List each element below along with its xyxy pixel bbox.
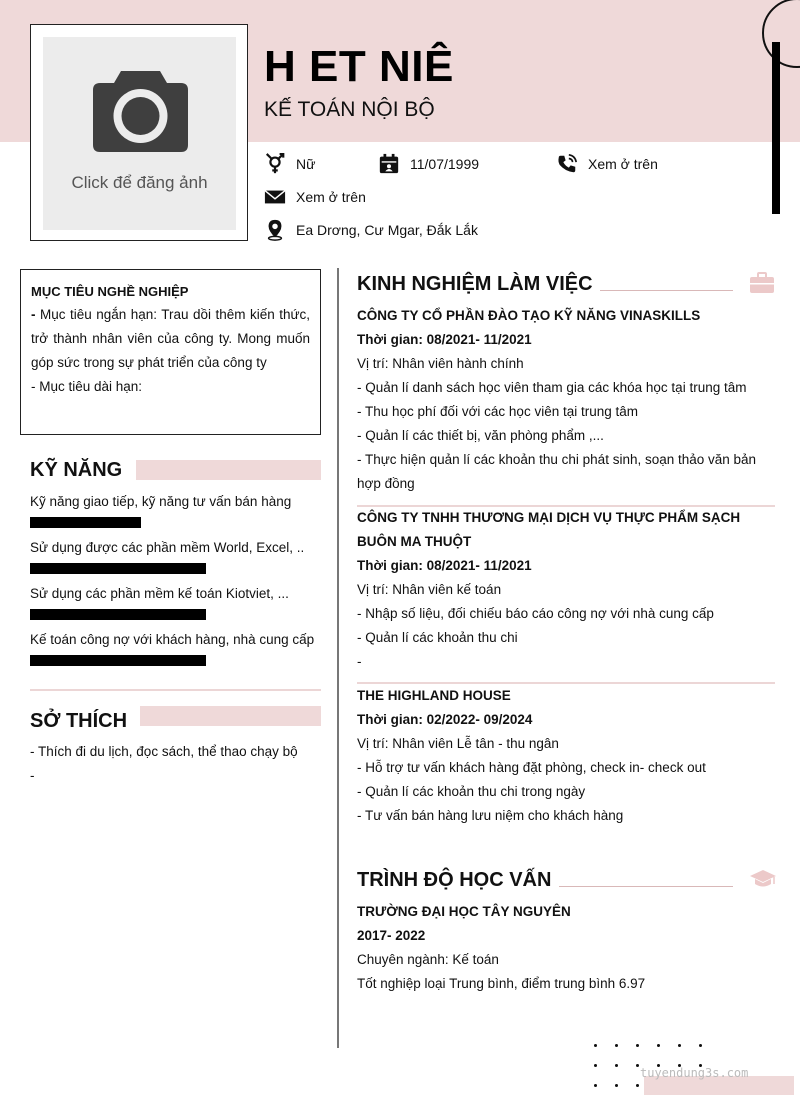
skill-level-bar — [30, 517, 141, 528]
job-line: - Nhập số liệu, đối chiếu báo cáo công nợ với nhà cung cấp — [357, 606, 714, 621]
watermark: tuyendung3s.com — [640, 1066, 749, 1080]
address-value: Ea Drơng, Cư Mgar, Đắk Lắk — [296, 222, 478, 238]
info-phone — [556, 153, 658, 175]
career-goal-box — [20, 269, 321, 435]
career-goal-bullet: - — [31, 307, 36, 322]
skills-divider — [30, 689, 321, 691]
education-entry — [357, 900, 775, 996]
education-title: TRÌNH ĐỘ HỌC VẤN — [357, 869, 552, 891]
job-company: THE HIGHLAND HOUSE — [357, 688, 511, 703]
decor-dot — [636, 1084, 639, 1087]
career-goal-long: - Mục tiêu dài hạn: — [31, 379, 143, 394]
skills-title: KỸ NĂNG — [30, 459, 123, 481]
job-line: Vị trí: Nhân viên hành chính — [357, 356, 524, 371]
experience-title: KINH NGHIỆM LÀM VIỆC — [357, 273, 593, 295]
skill-label: Kỹ năng giao tiếp, kỹ năng tư vấn bán hàng — [30, 494, 292, 509]
graduation-cap-icon — [749, 868, 777, 890]
job-line: - — [357, 654, 362, 669]
gender-icon — [264, 153, 286, 175]
phone-icon — [556, 153, 578, 175]
column-divider — [337, 268, 339, 1048]
info-email — [264, 186, 366, 208]
experience-title-line — [600, 290, 733, 291]
photo-caption: Click để đăng ảnh — [71, 173, 208, 192]
decor-dot — [636, 1044, 639, 1047]
education-major: Chuyên ngành: Kế toán — [357, 952, 499, 967]
photo-upload[interactable] — [30, 24, 248, 241]
job-line: Vị trí: Nhân viên Lễ tân - thu ngân — [357, 736, 559, 751]
info-birthday — [378, 153, 479, 175]
job-entry — [357, 304, 775, 496]
job-line: - Hỗ trợ tư vấn khách hàng đặt phòng, check in- check out — [357, 760, 706, 775]
candidate-name: H ET NIÊ — [264, 42, 454, 91]
decor-dot — [657, 1044, 660, 1047]
decor-dot — [594, 1044, 597, 1047]
decor-dot — [594, 1064, 597, 1067]
job-company: CÔNG TY TNHH THƯƠNG MẠI DỊCH VỤ THỰC PHẨM SẠCH BUÔN MA THUỘT — [357, 510, 741, 549]
skill-label: Sử dụng được các phần mềm World, Excel, .. — [30, 540, 305, 555]
job-line: - Quản lí danh sách học viên tham gia các khóa học tại trung tâm — [357, 380, 747, 395]
email-value: Xem ở trên — [296, 189, 366, 205]
education-school: TRƯỜNG ĐẠI HỌC TÂY NGUYÊN — [357, 904, 571, 919]
job-line: - Thu học phí đối với các học viên tại trung tâm — [357, 404, 638, 419]
camera-icon — [93, 67, 188, 152]
skill-level-bar — [30, 563, 206, 574]
job-line: - Thực hiện quản lí các khoản thu chi phát sinh, soạn thảo văn bản hợp đồng — [357, 452, 757, 491]
info-gender — [264, 153, 315, 175]
career-goal-short-text: Mục tiêu ngắn hạn: Trau dồi thêm kiến thức, trở thành nhân viên của công ty. Mong muốn góp sức trong sự phát triển của công ty — [31, 307, 310, 370]
skill-label: Kế toán công nợ với khách hàng, nhà cung cấp — [30, 632, 315, 647]
job-company: CÔNG TY CỔ PHẦN ĐÀO TẠO KỸ NĂNG VINASKILLS — [357, 308, 701, 323]
info-address — [264, 219, 478, 241]
decor-dot — [615, 1064, 618, 1067]
job-time: Thời gian: 02/2022- 09/2024 — [357, 712, 533, 727]
skills-title-bar — [136, 460, 321, 480]
briefcase-icon — [749, 272, 775, 294]
decor-dot — [594, 1084, 597, 1087]
photo-placeholder[interactable] — [43, 37, 236, 230]
job-line: - Tư vấn bán hàng lưu niệm cho khách hàng — [357, 808, 624, 823]
career-goal-title: MỤC TIÊU NGHỀ NGHIỆP — [31, 284, 189, 299]
job-entry — [357, 506, 775, 674]
gender-value: Nữ — [296, 156, 316, 172]
decor-dot — [699, 1044, 702, 1047]
location-pin-icon — [264, 219, 286, 241]
job-line: - Quản lí các khoản thu chi trong ngày — [357, 784, 586, 799]
hobbies-title-bar — [140, 706, 321, 726]
job-line: - Quản lí các khoản thu chi — [357, 630, 518, 645]
phone-value: Xem ở trên — [588, 156, 658, 172]
decor-vertical-bar — [772, 42, 780, 214]
job-time: Thời gian: 08/2021- 11/2021 — [357, 558, 532, 573]
candidate-role: KẾ TOÁN NỘI BỘ — [264, 98, 435, 121]
hobbies-title: SỞ THÍCH — [30, 710, 128, 732]
skill-level-bar — [30, 655, 206, 666]
job-line: Vị trí: Nhân viên kế toán — [357, 582, 502, 597]
career-goal-short — [31, 303, 310, 375]
education-title-line — [559, 886, 733, 887]
birthday-value: 11/07/1999 — [410, 156, 480, 172]
decor-dot — [615, 1084, 618, 1087]
skill-label: Sử dụng các phần mềm kế toán Kiotviet, ... — [30, 586, 289, 601]
hobby-line: - Thích đi du lịch, đọc sách, thể thao chạy bộ — [30, 744, 298, 759]
decor-dot — [678, 1044, 681, 1047]
job-line: - Quản lí các thiết bị, văn phòng phẩm ,... — [357, 428, 604, 443]
mail-icon — [264, 186, 286, 208]
education-years: 2017- 2022 — [357, 928, 426, 943]
calendar-icon — [378, 153, 400, 175]
hobby-line: - — [30, 768, 35, 783]
job-time: Thời gian: 08/2021- 11/2021 — [357, 332, 532, 347]
decor-dot — [615, 1044, 618, 1047]
job-entry — [357, 684, 775, 828]
education-result: Tốt nghiệp loại Trung bình, điểm trung bình 6.97 — [357, 976, 646, 991]
skill-level-bar — [30, 609, 206, 620]
decor-dot — [636, 1064, 639, 1067]
